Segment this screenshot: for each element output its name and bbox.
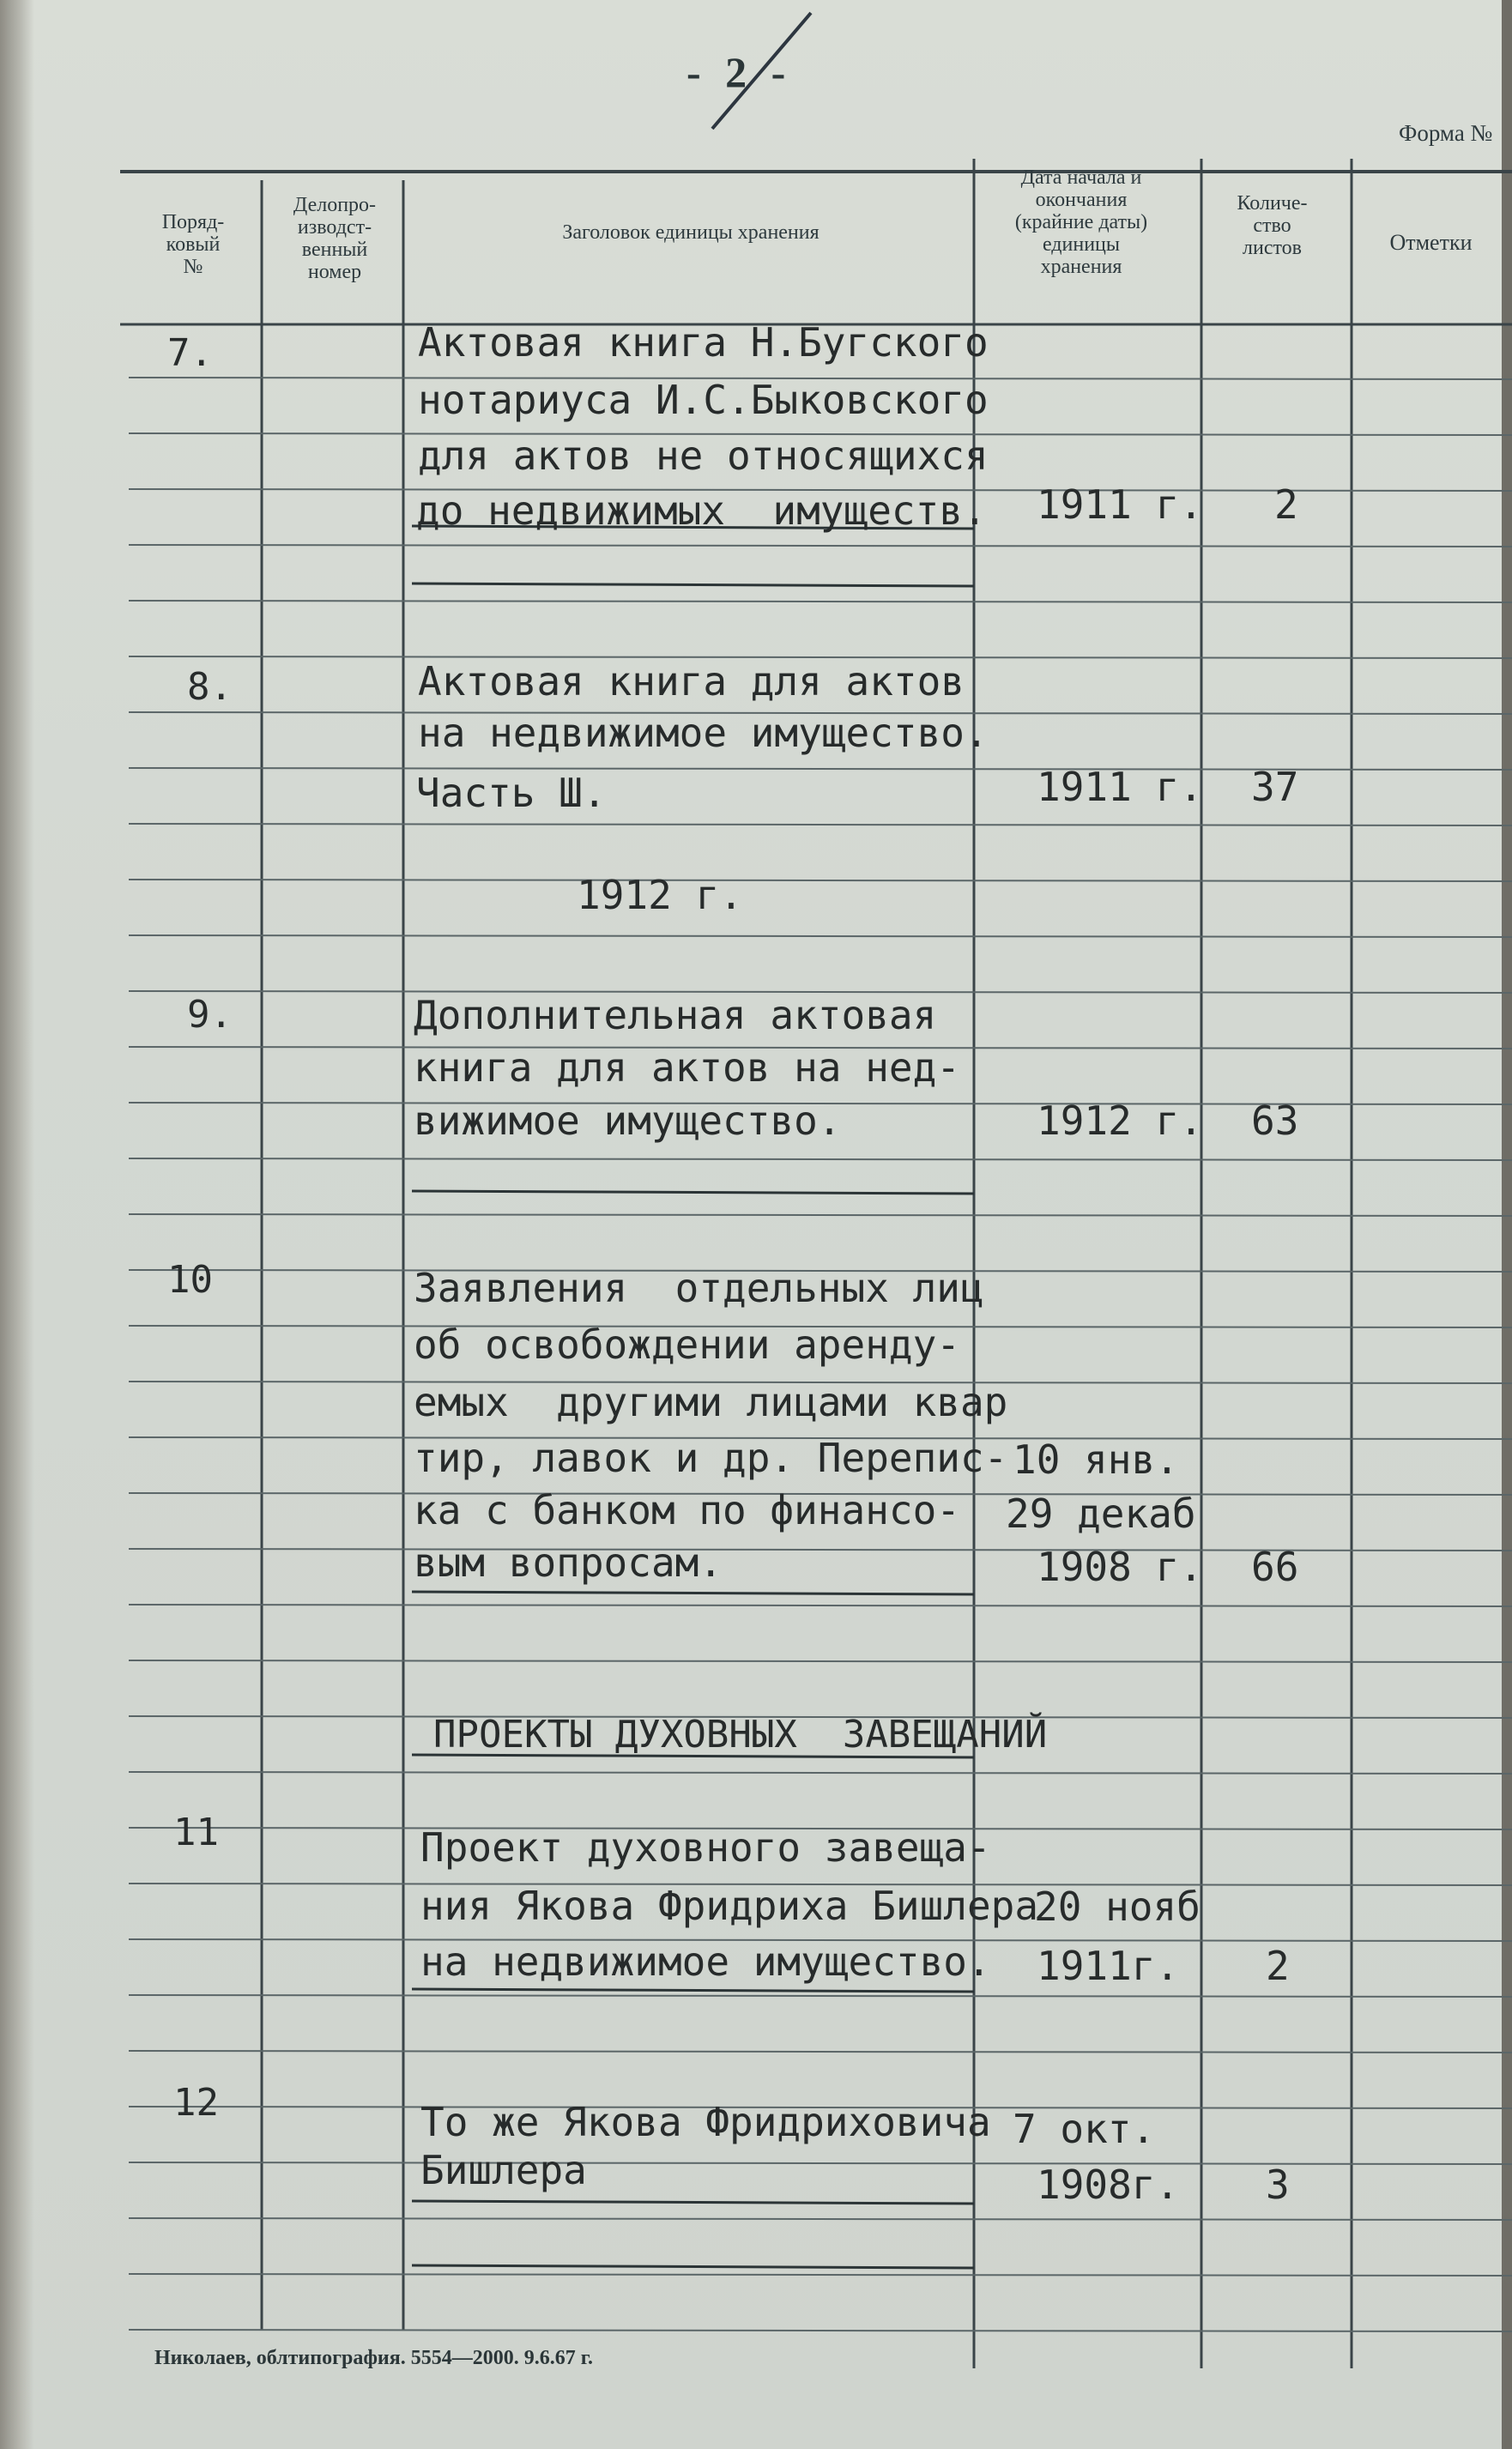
page-number: - 2 - bbox=[686, 48, 793, 96]
entry-title-line: Часть Ш. bbox=[416, 770, 607, 816]
entry-title-line: вым вопросам. bbox=[414, 1539, 723, 1586]
header-notes: Отметки bbox=[1389, 230, 1473, 255]
row-rule bbox=[129, 880, 1512, 881]
row-rule bbox=[129, 1660, 1512, 1662]
header-office-number: Делопро- изводст- венный номер bbox=[293, 194, 377, 283]
row-rule bbox=[129, 2162, 1512, 2164]
entry-sheets: 2 bbox=[1274, 481, 1298, 528]
entry-title-line: книга для актов на нед- bbox=[414, 1044, 960, 1091]
entry-number: 10 bbox=[167, 1258, 213, 1302]
entry-date: 1912 г. bbox=[1037, 1098, 1203, 1144]
header-order: Поряд- ковый № bbox=[161, 211, 225, 278]
entry-title-line: для актов не относящихся bbox=[418, 432, 989, 479]
entry-date: 1911 г. bbox=[1037, 481, 1203, 528]
row-rule bbox=[129, 2051, 1512, 2053]
typed-underline bbox=[412, 1592, 974, 1594]
row-rule bbox=[129, 1214, 1512, 1216]
entry-title-line: вижимое имущество. bbox=[414, 1098, 842, 1144]
row-rule bbox=[129, 1772, 1512, 1774]
row-rule bbox=[129, 1549, 1512, 1551]
row-rule bbox=[129, 2330, 1512, 2331]
entry-date: 29 декаб bbox=[1006, 1491, 1196, 1537]
entry-number: 7. bbox=[167, 331, 213, 375]
entry-date: 1908г. bbox=[1037, 2162, 1180, 2208]
entry-title-line: ка с банком по финансо- bbox=[414, 1487, 960, 1533]
entry-number: 11 bbox=[173, 1811, 219, 1854]
entry-title-line: на недвижимое имущество. bbox=[418, 710, 989, 756]
entry-title-line: нотариуса И.С.Быковского bbox=[418, 377, 989, 423]
entry-sheets: 2 bbox=[1266, 1943, 1290, 1989]
entry-sheets: 3 bbox=[1266, 2162, 1290, 2208]
entry-title-line: емых другими лицами квар bbox=[414, 1379, 1008, 1425]
print-imprint: Николаев, облтипография. 5554—2000. 9.6.67 г. bbox=[154, 2347, 593, 2369]
entry-number: 12 bbox=[173, 2081, 219, 2125]
entry-title-line: ния Якова Фридриха Бишлера bbox=[420, 1883, 1039, 1929]
typed-underline bbox=[412, 2201, 974, 2204]
entry-title-line: Актовая книга для актов bbox=[418, 658, 965, 704]
row-rule bbox=[129, 545, 1512, 547]
entry-number: 9. bbox=[187, 993, 233, 1037]
row-rule bbox=[129, 1995, 1512, 1997]
row-rule bbox=[129, 1605, 1512, 1606]
entry-date: 1911г. bbox=[1037, 1943, 1180, 1989]
form-label: Форма № bbox=[1399, 120, 1493, 146]
entry-date: 10 янв. bbox=[1013, 1436, 1179, 1483]
year-heading: 1912 г. bbox=[577, 872, 743, 918]
header-sheets: Количе- ство листов bbox=[1237, 192, 1308, 259]
header-title: Заголовок единицы хранения bbox=[562, 221, 820, 244]
header-dates: Дата начала и окончания (крайние даты) единицы хранения bbox=[1014, 166, 1148, 278]
entry-number: 8. bbox=[187, 665, 233, 709]
entry-date: 20 нояб bbox=[1034, 1884, 1201, 1930]
row-rule bbox=[129, 1158, 1512, 1160]
section-heading: ПРОЕКТЫ ДУХОВНЫХ ЗАВЕЩАНИЙ bbox=[433, 1713, 1048, 1757]
entry-date: 1908 г. bbox=[1037, 1544, 1203, 1590]
entry-date: 7 окт. bbox=[1013, 2106, 1156, 2152]
entry-sheets: 63 bbox=[1251, 1098, 1299, 1144]
entry-sheets: 66 bbox=[1251, 1544, 1299, 1590]
entry-sheets: 37 bbox=[1251, 764, 1299, 810]
entry-title-line: Заявления отдельных лиц bbox=[414, 1265, 984, 1311]
entry-title-line: об освобождении аренду- bbox=[414, 1321, 960, 1368]
row-rule bbox=[129, 2218, 1512, 2220]
row-rule bbox=[129, 2274, 1512, 2276]
entry-title-line: тир, лавок и др. Перепис- bbox=[414, 1435, 1008, 1481]
row-rule bbox=[129, 824, 1512, 825]
typed-underline bbox=[412, 584, 974, 586]
entry-title-line: на недвижимое имущество. bbox=[420, 1938, 991, 1985]
entry-title-line: Бишлера bbox=[420, 2147, 587, 2193]
row-rule bbox=[129, 768, 1512, 770]
entry-title-line: до недвижимых имуществ. bbox=[416, 487, 987, 534]
row-rule bbox=[129, 935, 1512, 937]
entry-title-line: Проект духовного завеща- bbox=[420, 1824, 991, 1871]
typed-underline bbox=[412, 2265, 974, 2268]
entry-title-line: Дополнительная актовая bbox=[414, 992, 937, 1038]
typed-underline bbox=[412, 1191, 974, 1194]
row-rule bbox=[129, 601, 1512, 602]
entry-date: 1911 г. bbox=[1037, 764, 1203, 810]
typed-underline bbox=[412, 1989, 974, 1992]
entry-title-line: Актовая книга Н.Бугского bbox=[418, 319, 989, 366]
entry-title-line: То же Якова Фридриховича bbox=[420, 2099, 991, 2145]
